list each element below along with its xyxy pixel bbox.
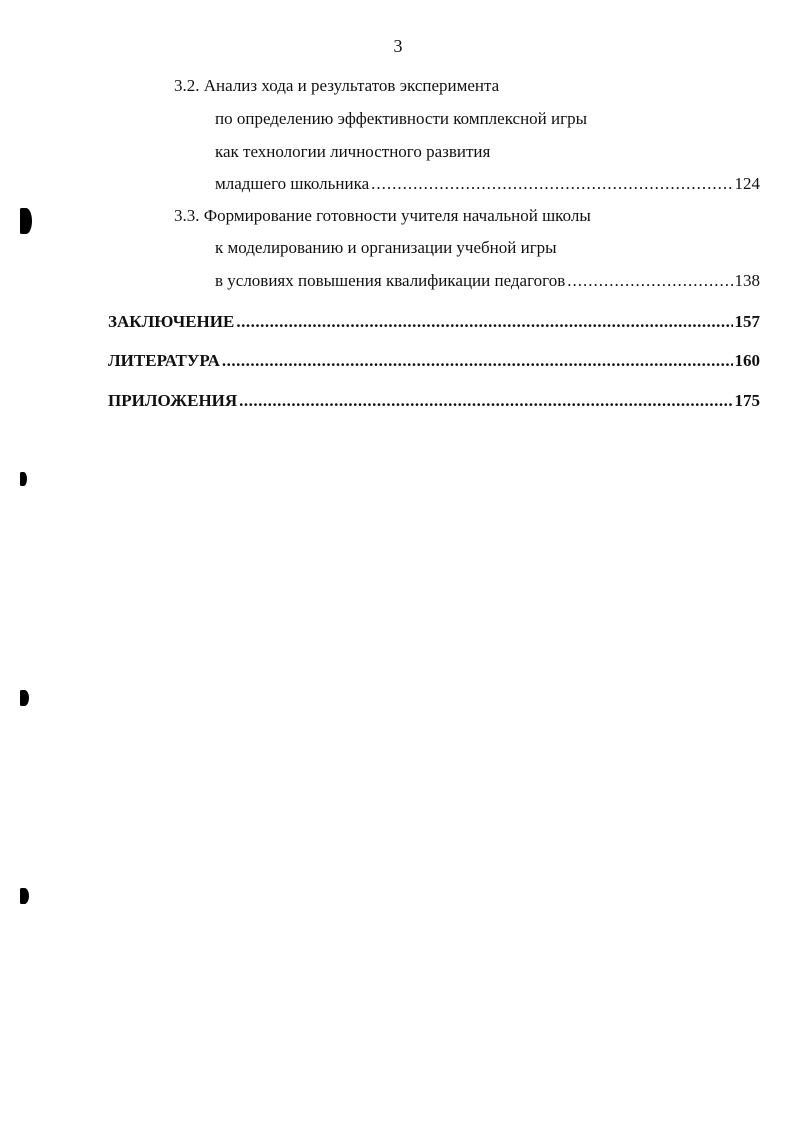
toc-entry-3-3-page: 138 bbox=[734, 271, 760, 290]
binding-hole-mark bbox=[20, 208, 32, 234]
toc-entry-3-3-line1: 3.3. Формирование готовности учителя начальной школы bbox=[174, 206, 591, 225]
binding-hole-mark bbox=[20, 472, 27, 486]
toc-conclusion-page: 157 bbox=[734, 312, 760, 331]
toc-entry-appendices bbox=[108, 391, 760, 411]
toc-entry-3-3-line3 bbox=[215, 271, 760, 291]
toc-appendices-page: 175 bbox=[734, 391, 760, 410]
toc-entry-conclusion bbox=[108, 312, 760, 332]
toc-entry-literature bbox=[108, 351, 760, 371]
toc-entry-3-3-line2: к моделированию и организации учебной игры bbox=[215, 238, 557, 257]
dot-leader bbox=[222, 351, 733, 371]
dot-leader bbox=[567, 271, 732, 291]
toc-entry-3-2-line3: как технологии личностного развития bbox=[215, 142, 491, 161]
toc-entry-3-2-line2: по определению эффективности комплексной игры bbox=[215, 109, 588, 128]
binding-hole-mark bbox=[20, 690, 29, 706]
toc-literature-label: ЛИТЕРАТУРА bbox=[108, 351, 220, 370]
toc-entry-3-3-title-end: в условиях повышения квалификации педагогов bbox=[215, 271, 566, 290]
toc-entry-3-2-line4 bbox=[215, 174, 760, 194]
binding-hole-mark bbox=[20, 888, 29, 904]
toc-entry-3-2-title-end: младшего школьника bbox=[215, 174, 370, 193]
toc-conclusion-label: ЗАКЛЮЧЕНИЕ bbox=[108, 312, 235, 331]
toc-entry-3-2-line1: 3.2. Анализ хода и результатов эксперимента bbox=[174, 76, 500, 95]
page-number: 3 bbox=[393, 36, 403, 56]
toc-entry-3-2-page: 124 bbox=[734, 174, 760, 193]
toc-appendices-label: ПРИЛОЖЕНИЯ bbox=[108, 391, 238, 410]
toc-literature-page: 160 bbox=[734, 351, 760, 370]
dot-leader bbox=[236, 312, 732, 332]
dot-leader bbox=[371, 174, 732, 194]
dot-leader bbox=[239, 391, 732, 411]
